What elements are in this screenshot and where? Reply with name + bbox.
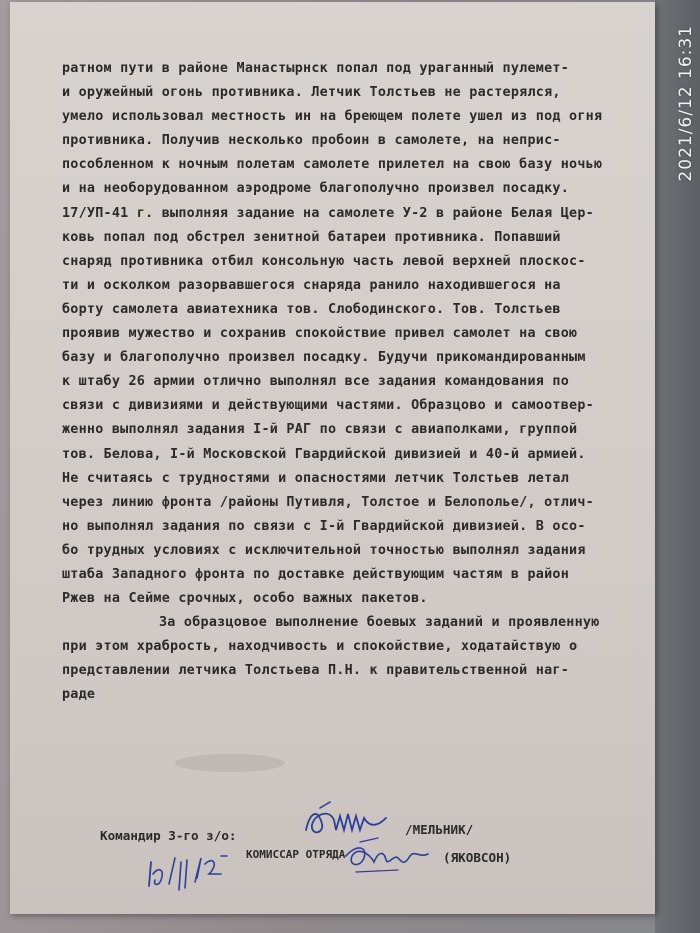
body-line: пособленном к ночным полетам самолете прилетел на свою базу ночью: [62, 157, 603, 173]
commander-name: /МЕЛЬНИК/: [405, 822, 474, 837]
body-line: и на необорудованном аэродроме благополучно произвел посадку.: [62, 181, 570, 197]
faded-smudge: [175, 754, 285, 772]
body-line: 17/УП-41 г. выполняя задание на самолете У-2 в районе Белая Цер-: [62, 205, 594, 221]
body-line: умело использовал местность ин на бреющем полете ушел из под огня: [62, 109, 603, 125]
camera-timestamp: 2021/6/12 16:31: [676, 25, 696, 182]
body-line: и оружейный огонь противника. Летчик Толстьев не растерялся,: [62, 85, 561, 101]
commander-label: Командир 3-го з/о:: [100, 828, 237, 843]
body-line: проявив мужество и сохранив спокойствие привел самолет на свою: [62, 326, 578, 342]
body-line: через линию фронта /районы Путивля, Толстое и Белополье/, отлич-: [62, 494, 594, 510]
body-line: Не считаясь с трудностями и опасностями летчик Толстьев летал: [62, 470, 570, 486]
body-line: связи с дивизиями и действующими частями. Образцово и самоотвер-: [62, 398, 594, 414]
signature-block: [100, 820, 640, 900]
closing-line: раде: [62, 687, 96, 703]
body-line: ковь попал под обстрел зенитной батареи противника. Попавший: [62, 229, 561, 245]
body-line: базу и благополучно произвел посадку. Будучи прикомандированным: [62, 350, 586, 366]
commissar-handwritten-signature: [338, 836, 433, 878]
body-line: штаба Западного фронта по доставке действующим частям в район: [62, 566, 570, 582]
commissar-name: (ЯКОВСОН): [443, 850, 512, 865]
body-line: ти и осколком разорвавшегося снаряда ранило находившегося на: [62, 277, 561, 293]
closing-line: представлении летчика Толстьева П.Н. к правительственной наг-: [62, 663, 570, 679]
body-line: противника. Получив несколько пробоин в самолете, на неприс-: [62, 133, 561, 149]
body-line: к штабу 26 армии отлично выполнял все задания командования по: [62, 374, 570, 390]
handwritten-date: [145, 848, 235, 900]
body-line: снаряд противника отбил консольную часть левой верхней плоскос-: [62, 253, 586, 269]
document-sheet: [10, 2, 655, 914]
body-line: бо трудных условиях с исключительной точностью выполнял задания: [62, 542, 586, 558]
closing-line: при этом храбрость, находчивость и спокойствие, ходатайствую о: [62, 639, 578, 655]
body-line: ратном пути в районе Манастырнск попал под ураганный пулемет-: [62, 61, 570, 76]
body-line: женно выполнял задания І-й РАГ по связи с авиаполками, группой: [62, 422, 578, 438]
body-line: Ржев на Сейме срочных, особо важных пакетов.: [62, 591, 428, 607]
body-line: борту самолета авиатехника тов. Слободинского. Тов. Толстьев: [62, 301, 561, 317]
document-body: [62, 57, 632, 708]
closing-line: За образцовое выполнение боевых заданий и проявленную: [159, 615, 600, 631]
commissar-label: КОМИССАР ОТРЯДА: [246, 848, 346, 861]
body-line: тов. Белова, І-й Московской Гвардийской дивизией и 40-й армией.: [62, 446, 586, 462]
body-line: но выполнял задания по связи с І-й Гвардийской дивизией. В осо-: [62, 518, 586, 534]
